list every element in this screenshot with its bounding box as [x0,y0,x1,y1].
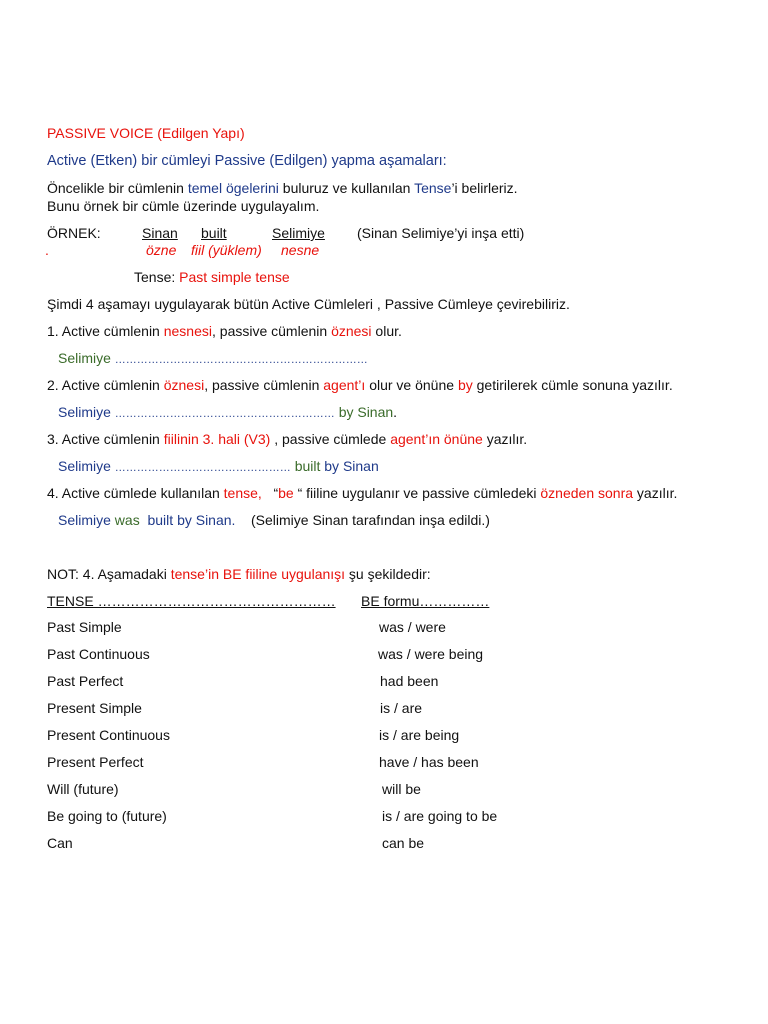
step-3-example: Selimiye ………………………………………… built by Sinan [58,458,379,474]
steps-intro: Şimdi 4 aşamayı uygulayarak bütün Active Cümleleri , Passive Cümleye çevirebiliriz. [47,296,570,312]
role-verb: fiil (yüklem) [191,242,262,258]
intro-line-1: Öncelikle bir cümlenin temel ögelerini buluruz ve kullanılan Tense’i belirleriz. [47,180,518,196]
table-row: Be going to (future) is / are going to be [47,808,498,824]
example-word-subject: Sinan [142,225,178,241]
role-object: nesne [281,242,320,258]
table-header-tense: TENSE …………………………………………… [47,593,336,609]
table-row: Present Continuous is / are being [47,727,460,743]
example-translation: (Sinan Selimiye’yi inşa etti) [357,225,525,241]
table-row: Past Continuous was / were being [47,646,484,662]
document-subtitle: Active (Etken) bir cümleyi Passive (Edilgen) yapma aşamaları: [47,153,447,169]
step-1: 1. Active cümlenin nesnesi, passive cümlenin öznesi olur. [47,323,402,339]
document-title: PASSIVE VOICE (Edilgen Yapı) [47,125,245,141]
table-row: Will (future) will be [47,781,421,797]
role-subject: özne [146,242,177,258]
table-row: Past Perfect had been [47,673,439,689]
example-label: ÖRNEK: [47,225,101,241]
example-dot: . [45,242,49,258]
table-row: Present Perfect have / has been [47,754,479,770]
step-2-example: Selimiye …………………………………………………… by Sinan. [58,404,398,420]
example-word-object: Selimiye [272,225,325,241]
table-row: Can can be [47,835,425,851]
example-word-verb: built [201,225,227,241]
step-4-example: Selimiye was built by Sinan. (Selimiye Sinan tarafından inşa edildi.) [58,512,490,528]
step-4: 4. Active cümlede kullanılan tense, “be “ fiiline uygulanır ve passive cümledeki özneden sonra yazılır. [47,485,678,501]
step-1-example: Selimiye …………………………………………………………… [58,350,368,366]
step-3: 3. Active cümlenin fiilinin 3. hali (V3) , passive cümlede agent’ın önüne yazılır. [47,431,528,447]
step-2: 2. Active cümlenin öznesi, passive cümlenin agent’ı olur ve önüne by getirilerek cümle sonuna yazılır. [47,377,673,393]
intro-line-2: Bunu örnek bir cümle üzerinde uygulayalım. [47,198,320,214]
note-line: NOT: 4. Aşamadaki tense’in BE fiiline uygulanışı şu şekildedir: [47,566,431,582]
table-header-be: BE formu…………… [361,593,490,609]
tense-line: Tense: Past simple tense [134,269,290,285]
table-row: Past Simple was / were [47,619,446,635]
table-row: Present Simple is / are [47,700,423,716]
